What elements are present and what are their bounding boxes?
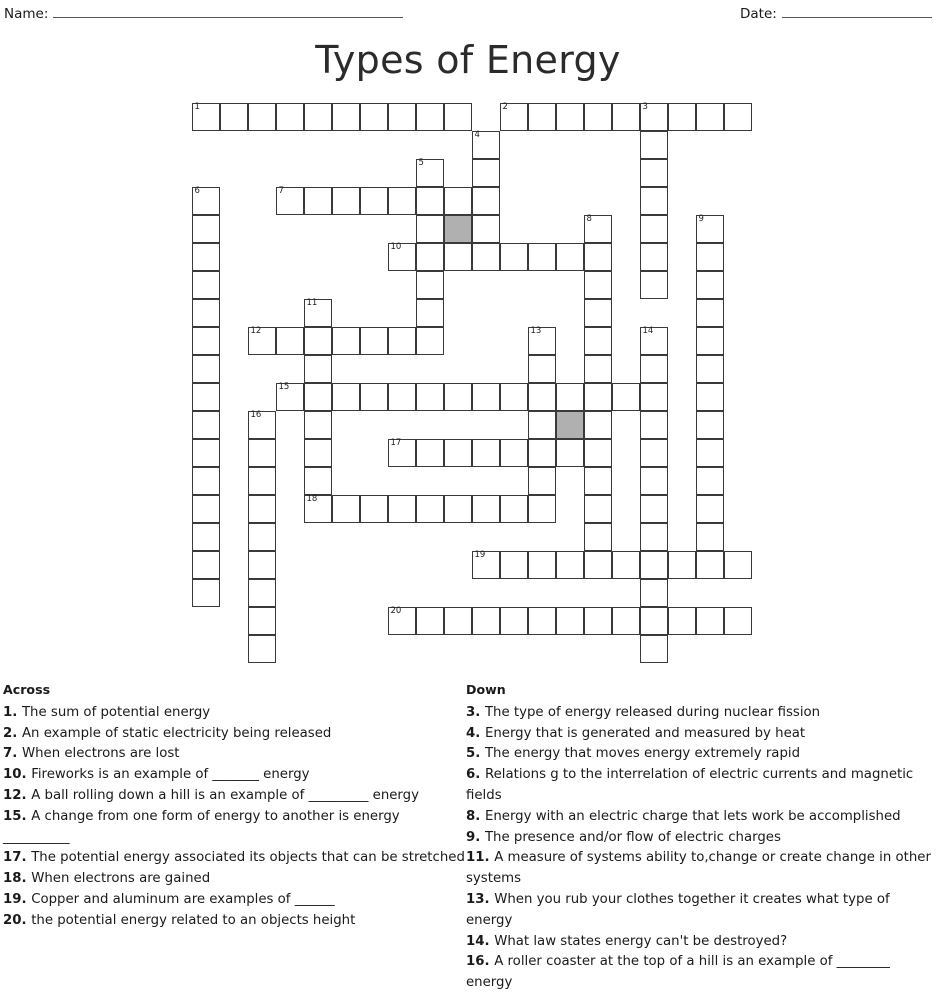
- grid-cell[interactable]: [416, 327, 444, 355]
- grid-cell[interactable]: [640, 523, 668, 551]
- grid-cell[interactable]: [192, 523, 220, 551]
- clue-text: Copper and aluminum are examples of ______: [31, 891, 335, 907]
- clue-text: What law states energy can't be destroyed?: [494, 933, 788, 949]
- clue-text: A roller coaster at the top of a hill is an example of ________ energy: [466, 954, 890, 991]
- clue-item-across-7: [3, 744, 466, 765]
- clue-text: The energy that moves energy extremely rapid: [484, 746, 801, 762]
- grid-cell[interactable]: [640, 411, 668, 439]
- grid-cell[interactable]: [248, 523, 276, 551]
- clue-item-across-20: [3, 911, 466, 932]
- clue-text: When electrons are lost: [21, 746, 180, 762]
- grid-cell[interactable]: [304, 411, 332, 439]
- clue-number: 3.: [466, 704, 485, 720]
- name-field-group: [4, 4, 403, 22]
- grid-cell[interactable]: [584, 299, 612, 327]
- clue-item-across-17: [3, 848, 466, 869]
- grid-cell[interactable]: [584, 243, 612, 271]
- grid-cell[interactable]: [248, 467, 276, 495]
- grid-cell[interactable]: [472, 243, 500, 271]
- grid-cell[interactable]: [416, 299, 444, 327]
- grid-cell[interactable]: [192, 271, 220, 299]
- grid-cell[interactable]: [276, 383, 304, 411]
- grid-cell[interactable]: [192, 355, 220, 383]
- grid-cell[interactable]: [248, 495, 276, 523]
- clue-text: A change from one form of energy to another is energy __________: [3, 808, 400, 845]
- clue-item-down-6: [466, 765, 934, 807]
- clue-number: 19.: [3, 891, 32, 907]
- grid-cell[interactable]: [248, 607, 276, 635]
- grid-cell[interactable]: [304, 355, 332, 383]
- clue-item-across-19: [3, 890, 466, 911]
- grid-cell[interactable]: [416, 159, 444, 187]
- grid-cell[interactable]: [304, 299, 332, 327]
- clue-item-down-14: [466, 932, 934, 953]
- grid-cell[interactable]: [192, 103, 220, 131]
- name-date-row: [0, 4, 936, 30]
- grid-cell[interactable]: [248, 635, 276, 663]
- clue-number: 10.: [3, 767, 32, 783]
- grid-cell[interactable]: [444, 383, 472, 411]
- clue-number: 13.: [466, 891, 495, 907]
- grid-cell[interactable]: [696, 215, 724, 243]
- grid-cell[interactable]: [472, 495, 500, 523]
- grid-cell-number: 17: [390, 438, 402, 448]
- grid-cell[interactable]: [640, 579, 668, 607]
- grid-cell-number: 6: [194, 186, 200, 196]
- grid-cell[interactable]: [500, 495, 528, 523]
- clue-item-down-3: [466, 703, 934, 724]
- name-label: Name:: [4, 6, 49, 22]
- grid-cell[interactable]: [248, 439, 276, 467]
- clue-number: 20.: [3, 912, 32, 928]
- clue-text: A measure of systems ability to,change or create change in other systems: [466, 850, 931, 887]
- grid-cell[interactable]: [388, 103, 416, 131]
- clue-item-down-9: [466, 828, 934, 849]
- grid-cell[interactable]: [724, 607, 752, 635]
- grid-cell[interactable]: [500, 439, 528, 467]
- grid-cell[interactable]: [696, 327, 724, 355]
- grid-cell[interactable]: [640, 635, 668, 663]
- grid-cell[interactable]: [192, 439, 220, 467]
- grid-cell[interactable]: [500, 243, 528, 271]
- clue-number: 7.: [3, 746, 22, 762]
- clue-number: 8.: [466, 808, 485, 824]
- grid-cell[interactable]: [388, 327, 416, 355]
- grid-cell[interactable]: [584, 607, 612, 635]
- grid-cell[interactable]: [416, 215, 444, 243]
- grid-cell[interactable]: [248, 411, 276, 439]
- clue-text: The potential energy associated its objects that can be stretched: [31, 850, 465, 866]
- grid-cell-number: 2: [502, 102, 508, 112]
- grid-cell[interactable]: [640, 103, 668, 131]
- grid-cell: [556, 411, 584, 439]
- clue-item-across-1: [3, 703, 466, 724]
- grid-cell[interactable]: [528, 103, 556, 131]
- grid-cell-number: 4: [474, 130, 480, 140]
- clue-number: 17.: [3, 850, 32, 866]
- grid-cell: [444, 215, 472, 243]
- grid-cell[interactable]: [472, 187, 500, 215]
- grid-cell[interactable]: [444, 103, 472, 131]
- grid-cell[interactable]: [584, 355, 612, 383]
- grid-cell[interactable]: [472, 215, 500, 243]
- clue-text: The presence and/or flow of electric charges: [484, 829, 781, 845]
- clue-number: 9.: [466, 829, 485, 845]
- grid-cell[interactable]: [192, 579, 220, 607]
- clue-item-across-12: [3, 786, 466, 807]
- page-title: Types of Energy: [315, 38, 621, 82]
- grid-cell[interactable]: [416, 383, 444, 411]
- grid-cell[interactable]: [696, 411, 724, 439]
- grid-cell[interactable]: [360, 383, 388, 411]
- grid-cell[interactable]: [640, 159, 668, 187]
- clue-number: 16.: [466, 954, 495, 970]
- grid-cell[interactable]: [668, 551, 696, 579]
- clue-text: Energy that is generated and measured by heat: [484, 725, 806, 741]
- grid-cell[interactable]: [696, 439, 724, 467]
- clue-text: A ball rolling down a hill is an example of _________ energy: [31, 787, 419, 803]
- grid-cell[interactable]: [640, 355, 668, 383]
- grid-cell[interactable]: [276, 103, 304, 131]
- grid-cell-number: 11: [306, 298, 318, 308]
- clue-text: An example of static electricity being released: [21, 725, 332, 741]
- name-write-line[interactable]: [53, 4, 403, 18]
- grid-cell[interactable]: [668, 607, 696, 635]
- grid-cell[interactable]: [528, 355, 556, 383]
- date-field-group: [740, 4, 932, 22]
- clue-number: 18.: [3, 871, 32, 887]
- grid-cell[interactable]: [472, 439, 500, 467]
- grid-cell[interactable]: [640, 439, 668, 467]
- grid-cell[interactable]: [248, 103, 276, 131]
- grid-cell[interactable]: [584, 103, 612, 131]
- grid-cell[interactable]: [500, 551, 528, 579]
- grid-cell-number: 7: [278, 186, 284, 196]
- grid-cell[interactable]: [556, 607, 584, 635]
- grid-cell[interactable]: [472, 131, 500, 159]
- grid-cell[interactable]: [192, 327, 220, 355]
- grid-cell[interactable]: [640, 383, 668, 411]
- grid-cell[interactable]: [192, 243, 220, 271]
- grid-cell[interactable]: [332, 103, 360, 131]
- grid-cell[interactable]: [612, 607, 640, 635]
- grid-cell[interactable]: [388, 383, 416, 411]
- grid-cell[interactable]: [500, 383, 528, 411]
- grid-cell[interactable]: [528, 495, 556, 523]
- down-clue-list: [466, 703, 934, 994]
- grid-cell[interactable]: [640, 327, 668, 355]
- grid-cell[interactable]: [584, 383, 612, 411]
- clue-item-across-2: [3, 724, 466, 745]
- grid-cell[interactable]: [304, 103, 332, 131]
- grid-cell[interactable]: [640, 495, 668, 523]
- grid-cell[interactable]: [500, 103, 528, 131]
- grid-cell[interactable]: [472, 383, 500, 411]
- grid-cell[interactable]: [640, 215, 668, 243]
- grid-cell[interactable]: [472, 551, 500, 579]
- grid-cell[interactable]: [528, 607, 556, 635]
- grid-cell[interactable]: [192, 383, 220, 411]
- grid-cell[interactable]: [388, 495, 416, 523]
- clue-item-down-4: [466, 724, 934, 745]
- date-label: Date:: [740, 6, 777, 22]
- grid-cell[interactable]: [304, 327, 332, 355]
- across-clue-list: [3, 703, 466, 932]
- grid-cell[interactable]: [696, 243, 724, 271]
- grid-cell[interactable]: [528, 551, 556, 579]
- clue-text: Relations g to the interrelation of electric currents and magnetic fields: [466, 767, 914, 803]
- clue-number: 12.: [3, 787, 32, 803]
- grid-cell[interactable]: [192, 187, 220, 215]
- clue-item-across-18: [3, 869, 466, 890]
- grid-cell[interactable]: [444, 495, 472, 523]
- clue-number: 4.: [466, 725, 485, 741]
- grid-cell[interactable]: [248, 551, 276, 579]
- grid-cell[interactable]: [416, 187, 444, 215]
- grid-cell[interactable]: [416, 271, 444, 299]
- grid-cell[interactable]: [444, 243, 472, 271]
- grid-cell[interactable]: [528, 467, 556, 495]
- grid-cell[interactable]: [528, 243, 556, 271]
- grid-cell[interactable]: [248, 327, 276, 355]
- grid-cell[interactable]: [304, 383, 332, 411]
- grid-cell[interactable]: [416, 103, 444, 131]
- grid-cell[interactable]: [556, 103, 584, 131]
- grid-cell[interactable]: [640, 551, 668, 579]
- grid-cell[interactable]: [388, 607, 416, 635]
- grid-cell[interactable]: [696, 495, 724, 523]
- grid-cell[interactable]: [612, 103, 640, 131]
- grid-cell[interactable]: [192, 411, 220, 439]
- clue-text: The type of energy released during nuclear fission: [484, 704, 821, 720]
- grid-cell[interactable]: [416, 607, 444, 635]
- grid-cell[interactable]: [444, 439, 472, 467]
- grid-cell-number: 15: [278, 382, 290, 392]
- grid-cell[interactable]: [444, 187, 472, 215]
- grid-cell[interactable]: [640, 187, 668, 215]
- clue-number: 15.: [3, 808, 32, 824]
- grid-cell[interactable]: [584, 439, 612, 467]
- clue-text: Energy with an electric charge that lets work be accomplished: [484, 808, 901, 824]
- grid-cell[interactable]: [416, 439, 444, 467]
- grid-cell[interactable]: [360, 103, 388, 131]
- grid-cell[interactable]: [248, 579, 276, 607]
- grid-cell-number: 20: [390, 606, 402, 616]
- grid-cell[interactable]: [556, 439, 584, 467]
- grid-cell[interactable]: [640, 131, 668, 159]
- grid-cell-number: 18: [306, 494, 318, 504]
- grid-cell[interactable]: [192, 299, 220, 327]
- grid-cell-number: 13: [530, 326, 542, 336]
- grid-cell[interactable]: [444, 607, 472, 635]
- grid-cell[interactable]: [696, 271, 724, 299]
- grid-cell[interactable]: [304, 439, 332, 467]
- clue-text: When you rub your clothes together it creates what type of energy: [466, 891, 890, 928]
- grid-cell[interactable]: [612, 551, 640, 579]
- grid-cell[interactable]: [332, 187, 360, 215]
- grid-cell[interactable]: [192, 215, 220, 243]
- down-clues-column: [466, 680, 934, 994]
- clue-item-across-15: [3, 807, 466, 849]
- clue-item-down-8: [466, 807, 934, 828]
- grid-cell[interactable]: [696, 103, 724, 131]
- grid-cell[interactable]: [388, 187, 416, 215]
- grid-cell[interactable]: [696, 355, 724, 383]
- grid-cell[interactable]: [500, 607, 528, 635]
- grid-cell[interactable]: [556, 551, 584, 579]
- grid-cell[interactable]: [696, 299, 724, 327]
- grid-cell[interactable]: [584, 551, 612, 579]
- grid-cell[interactable]: [528, 411, 556, 439]
- grid-cell[interactable]: [192, 551, 220, 579]
- clue-item-down-16: [466, 952, 934, 994]
- grid-cell[interactable]: [304, 467, 332, 495]
- clue-number: 14.: [466, 933, 495, 949]
- grid-cell[interactable]: [640, 607, 668, 635]
- down-heading: Down: [466, 682, 506, 697]
- grid-cell[interactable]: [640, 467, 668, 495]
- clue-item-down-11: [466, 848, 934, 890]
- clue-item-across-10: [3, 765, 466, 786]
- grid-cell[interactable]: [668, 103, 696, 131]
- grid-cell-number: 5: [418, 158, 424, 168]
- grid-cell[interactable]: [556, 383, 584, 411]
- clue-text: When electrons are gained: [31, 871, 211, 887]
- grid-cell[interactable]: [304, 187, 332, 215]
- grid-cell[interactable]: [584, 467, 612, 495]
- grid-cell[interactable]: [332, 383, 360, 411]
- grid-cell[interactable]: [332, 495, 360, 523]
- grid-cell[interactable]: [640, 271, 668, 299]
- clue-item-down-13: [466, 890, 934, 932]
- grid-cell[interactable]: [696, 607, 724, 635]
- grid-cell[interactable]: [360, 327, 388, 355]
- clues-section: [0, 680, 936, 991]
- grid-cell-number: 9: [698, 214, 704, 224]
- grid-cell[interactable]: [612, 383, 640, 411]
- grid-cell[interactable]: [192, 495, 220, 523]
- grid-cell-number: 1: [194, 102, 200, 112]
- grid-cell-number: 14: [642, 326, 654, 336]
- grid-cell[interactable]: [556, 243, 584, 271]
- clue-text: The sum of potential energy: [21, 704, 211, 720]
- grid-cell[interactable]: [388, 243, 416, 271]
- grid-cell[interactable]: [304, 495, 332, 523]
- grid-cell-number: 19: [474, 550, 486, 560]
- grid-cell-number: 8: [586, 214, 592, 224]
- grid-cell[interactable]: [696, 551, 724, 579]
- grid-cell[interactable]: [724, 103, 752, 131]
- crossword-grid: [192, 103, 752, 668]
- grid-cell[interactable]: [584, 271, 612, 299]
- clue-number: 6.: [466, 767, 485, 783]
- grid-cell[interactable]: [360, 187, 388, 215]
- clue-text: the potential energy related to an objects height: [31, 912, 356, 928]
- grid-cell-number: 12: [250, 326, 262, 336]
- grid-cell[interactable]: [584, 215, 612, 243]
- grid-cell[interactable]: [528, 383, 556, 411]
- grid-cell[interactable]: [416, 495, 444, 523]
- grid-cell[interactable]: [220, 103, 248, 131]
- grid-cell[interactable]: [584, 495, 612, 523]
- grid-cell-number: 16: [250, 410, 262, 420]
- grid-cell[interactable]: [696, 523, 724, 551]
- grid-cell[interactable]: [528, 439, 556, 467]
- grid-cell[interactable]: [584, 411, 612, 439]
- grid-cell[interactable]: [276, 327, 304, 355]
- across-heading: Across: [3, 682, 51, 697]
- clue-text: Fireworks is an example of _______ energy: [31, 767, 310, 783]
- grid-cell[interactable]: [472, 607, 500, 635]
- clue-item-down-5: [466, 744, 934, 765]
- grid-cell-number: 10: [390, 242, 402, 252]
- grid-cell[interactable]: [696, 383, 724, 411]
- grid-cell[interactable]: [192, 467, 220, 495]
- grid-cell-number: 3: [642, 102, 648, 112]
- grid-cell[interactable]: [584, 523, 612, 551]
- clue-number: 5.: [466, 746, 485, 762]
- across-clues-column: [3, 680, 466, 932]
- date-write-line[interactable]: [782, 4, 932, 18]
- clue-number: 11.: [466, 850, 495, 866]
- grid-cell[interactable]: [332, 327, 360, 355]
- grid-cell[interactable]: [472, 159, 500, 187]
- grid-cell[interactable]: [360, 495, 388, 523]
- grid-cell[interactable]: [528, 327, 556, 355]
- grid-cell[interactable]: [416, 243, 444, 271]
- grid-cell[interactable]: [696, 467, 724, 495]
- clue-number: 1.: [3, 704, 22, 720]
- grid-cell[interactable]: [640, 243, 668, 271]
- grid-cell[interactable]: [584, 327, 612, 355]
- grid-cell[interactable]: [276, 187, 304, 215]
- grid-cell[interactable]: [724, 551, 752, 579]
- clue-number: 2.: [3, 725, 22, 741]
- grid-cell[interactable]: [388, 439, 416, 467]
